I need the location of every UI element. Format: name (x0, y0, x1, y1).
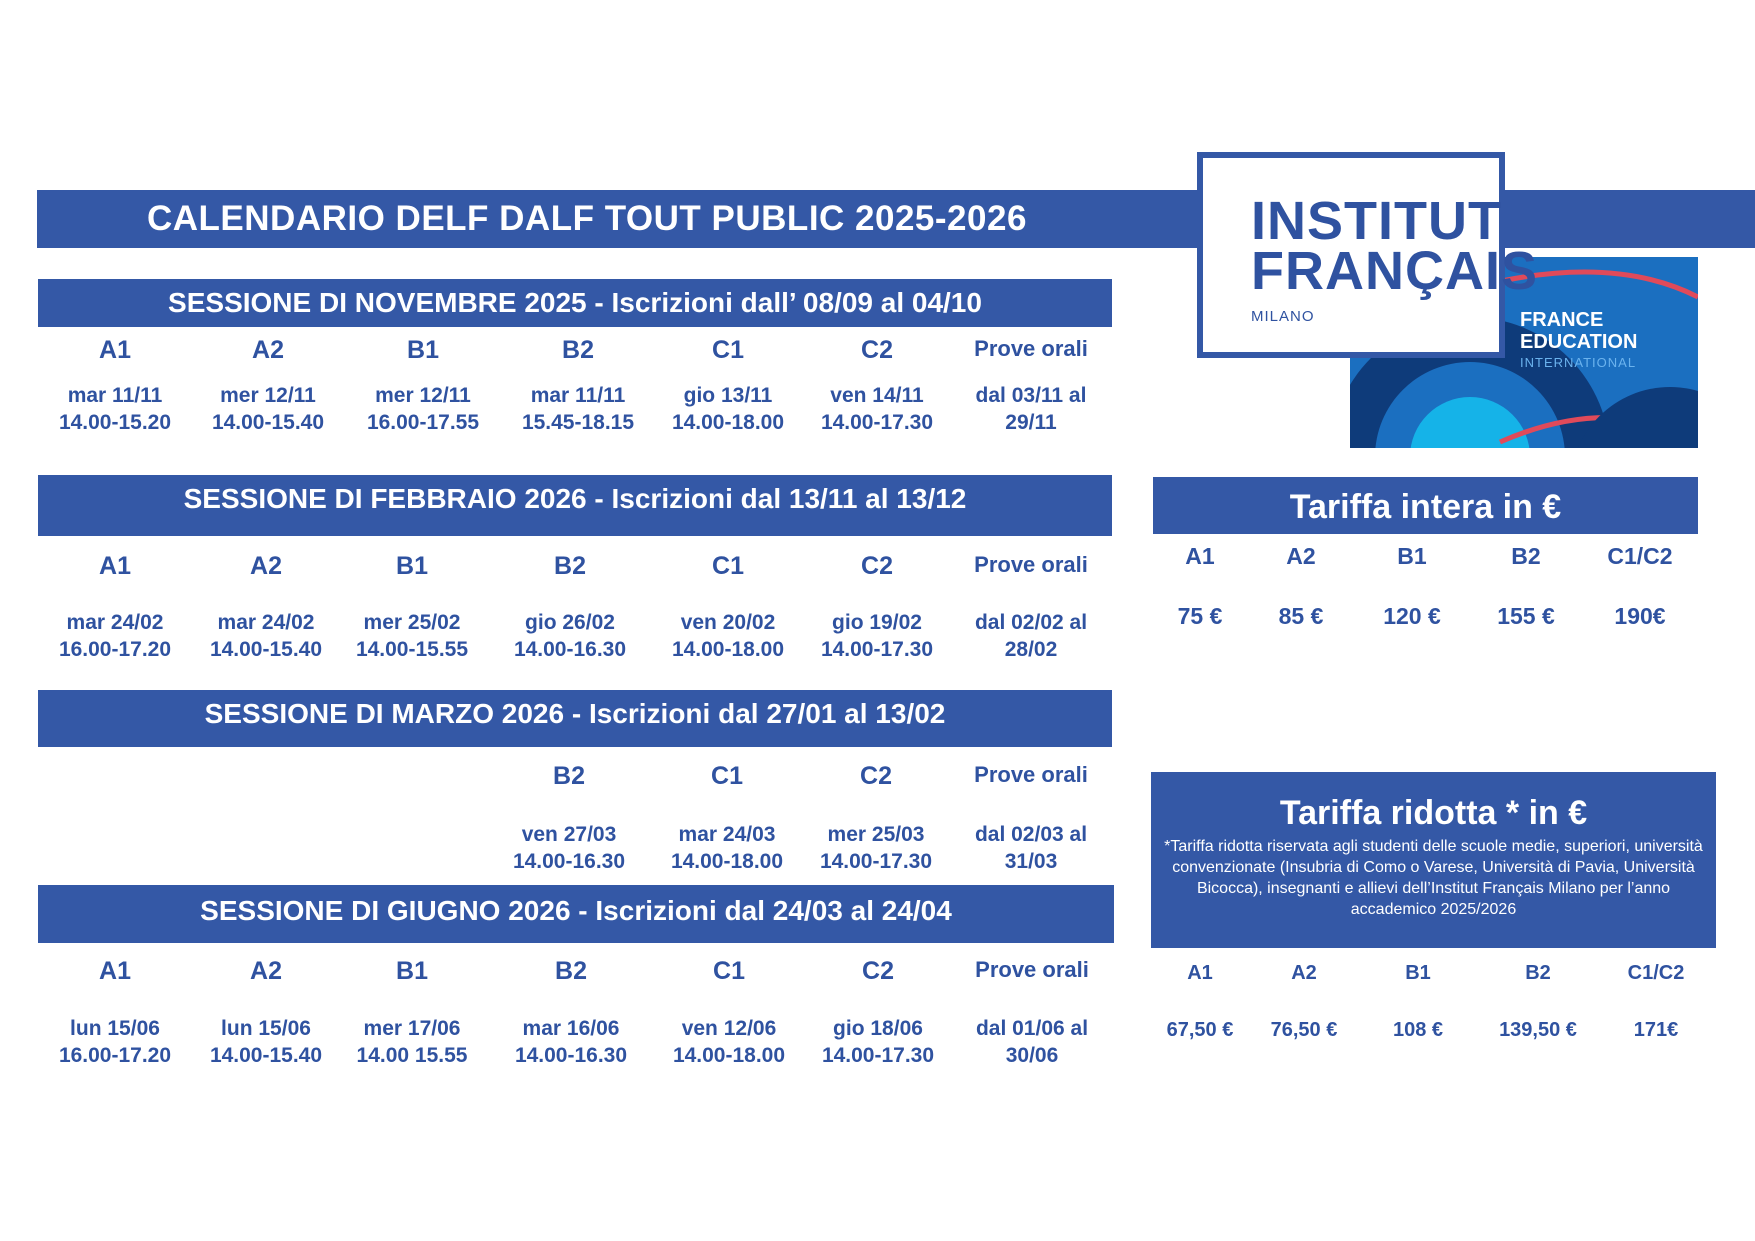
exam-schedule: gio 18/06 14.00-17.30 (821, 1017, 935, 1067)
tariff-price: 155 € (1497, 603, 1555, 629)
tariffa-ridotta-box (1151, 772, 1716, 948)
tariff-level: B1 (1405, 962, 1431, 984)
tariff-level: B2 (1525, 962, 1551, 984)
level-label (952, 957, 1112, 983)
logo-city: MILANO (1251, 308, 1315, 325)
session-giugno (38, 885, 1112, 1075)
level-label (35, 336, 195, 365)
tariff-price: 76,50 € (1270, 1019, 1338, 1041)
exam-schedule: mer 17/06 14.00 15.55 (356, 1017, 468, 1067)
level-label-text: B2 (553, 762, 585, 790)
session-novembre (38, 279, 1112, 439)
level-label-text: B1 (396, 552, 428, 580)
tariff-level: B2 (1511, 543, 1541, 569)
level-label (649, 957, 809, 986)
exam-schedule: mar 24/03 14.00-18.00 (670, 823, 784, 873)
level-label-text: Prove orali (975, 957, 1089, 982)
level-label-text: B1 (396, 957, 428, 985)
level-label (951, 336, 1111, 362)
level-label-text: C1 (713, 957, 745, 985)
tariff-price: 108 € (1392, 1019, 1444, 1041)
exam-schedule: dal 03/11 al 29/11 (975, 384, 1087, 434)
logo-line-1: INSTITUT (1251, 191, 1502, 251)
tariff-level: A2 (1286, 543, 1316, 569)
level-label (489, 762, 649, 791)
tariff-price: 139,50 € (1499, 1019, 1577, 1041)
tariff-price: 190€ (1614, 603, 1666, 629)
session-febbraio (38, 475, 1112, 665)
exam-schedule: ven 12/06 14.00-18.00 (672, 1017, 786, 1067)
level-label (186, 552, 346, 581)
tariffa-intera-heading: Tariffa intera in € (1153, 477, 1698, 534)
exam-schedule: ven 20/02 14.00-18.00 (671, 611, 785, 661)
level-label (951, 762, 1111, 788)
level-label-text: C2 (860, 762, 892, 790)
level-label (188, 336, 348, 365)
level-label-text: A1 (99, 336, 131, 364)
exam-schedule: mar 11/11 15.45-18.15 (521, 384, 635, 434)
level-label-text: C2 (861, 552, 893, 580)
level-label (490, 552, 650, 581)
session-heading: SESSIONE DI FEBBRAIO 2026 - Iscrizioni dal 13/11 al 13/12 (38, 475, 1112, 536)
exam-schedule: lun 15/06 14.00-15.40 (209, 1017, 323, 1067)
exam-schedule: dal 02/02 al 28/02 (974, 611, 1088, 661)
tariff-price: 171€ (1633, 1019, 1679, 1041)
level-label-text: Prove orali (974, 552, 1088, 577)
level-label-text: C2 (862, 957, 894, 985)
level-label-text: Prove orali (974, 762, 1088, 787)
exam-schedule: gio 19/02 14.00-17.30 (820, 611, 934, 661)
level-label (343, 336, 503, 365)
exam-schedule: mar 11/11 14.00-15.20 (58, 384, 172, 434)
level-label (35, 957, 195, 986)
exam-schedule: mar 16/06 14.00-16.30 (514, 1017, 628, 1067)
exam-schedule: lun 15/06 16.00-17.20 (58, 1017, 172, 1067)
level-label-text: C1 (711, 762, 743, 790)
level-label (648, 336, 808, 365)
logo-line-2: FRANÇAIS (1251, 241, 1538, 301)
level-label (647, 762, 807, 791)
fei-name: FRANCE EDUCATION (1520, 309, 1638, 353)
tariff-price: 120 € (1383, 603, 1441, 629)
level-label (498, 336, 658, 365)
exam-schedule: gio 13/11 14.00-18.00 (671, 384, 785, 434)
level-label (332, 957, 492, 986)
fei-subtitle: INTERNATIONAL (1520, 355, 1637, 370)
page-title: CALENDARIO DELF DALF TOUT PUBLIC 2025-2026 (147, 199, 1027, 238)
level-label (332, 552, 492, 581)
tariff-level: C1/C2 (1627, 962, 1685, 984)
session-heading: SESSIONE DI MARZO 2026 - Iscrizioni dal 27/01 al 13/02 (38, 690, 1112, 747)
level-label-text: A2 (252, 336, 284, 364)
level-label-text: A2 (250, 552, 282, 580)
tariff-price: 85 € (1278, 603, 1324, 629)
exam-schedule: ven 27/03 14.00-16.30 (512, 823, 626, 873)
exam-schedule: mer 25/02 14.00-15.55 (355, 611, 469, 661)
exam-schedule: mer 12/11 14.00-15.40 (211, 384, 325, 434)
tariffa-ridotta-note: *Tariffa ridotta riservata agli studenti delle scuole medie, superiori, università convenzionate (Insubria di Como o Varese, Università di Pavia, Università Bicocca), insegnanti e allievi dell’Institut Français Milano per l’anno accademico 2025/2026 (1164, 838, 1703, 918)
tariff-level: A1 (1185, 543, 1215, 569)
level-label-text: A1 (99, 957, 131, 985)
level-label-text: B2 (562, 336, 594, 364)
tariff-level: C1/C2 (1607, 543, 1673, 569)
level-label-text: A2 (250, 957, 282, 985)
level-label-text: C2 (861, 336, 893, 364)
exam-schedule: dal 01/06 al 30/06 (975, 1017, 1089, 1067)
level-label (796, 762, 956, 791)
session-heading: SESSIONE DI GIUGNO 2026 - Iscrizioni dal 24/03 al 24/04 (38, 885, 1114, 943)
level-label (951, 552, 1111, 578)
level-label-text: C1 (712, 336, 744, 364)
level-label (648, 552, 808, 581)
institut-francais-logo (1197, 152, 1538, 358)
level-label-text: C1 (712, 552, 744, 580)
level-label-text: B2 (555, 957, 587, 985)
level-label-text: B2 (554, 552, 586, 580)
exam-schedule: mer 25/03 14.00-17.30 (819, 823, 933, 873)
exam-schedule: mar 24/02 14.00-15.40 (209, 611, 323, 661)
tariff-price: 75 € (1177, 603, 1223, 629)
exam-schedule: gio 26/02 14.00-16.30 (513, 611, 627, 661)
level-label (186, 957, 346, 986)
exam-schedule: mer 12/11 16.00-17.55 (366, 384, 480, 434)
exam-schedule: ven 14/11 14.00-17.30 (820, 384, 934, 434)
tariff-level: A2 (1291, 962, 1317, 984)
level-label-text: A1 (99, 552, 131, 580)
level-label-text: B1 (407, 336, 439, 364)
level-label (798, 957, 958, 986)
level-label (797, 336, 957, 365)
session-marzo (38, 690, 1112, 880)
level-label (797, 552, 957, 581)
level-label-text: Prove orali (974, 336, 1088, 361)
level-label (491, 957, 651, 986)
tariff-level: B1 (1397, 543, 1427, 569)
exam-schedule: mar 24/02 16.00-17.20 (58, 611, 172, 661)
level-label (35, 552, 195, 581)
tariff-price: 67,50 € (1166, 1019, 1234, 1041)
tariff-level: A1 (1187, 962, 1213, 984)
exam-schedule: dal 02/03 al 31/03 (974, 823, 1088, 873)
session-heading: SESSIONE DI NOVEMBRE 2025 - Iscrizioni dall’ 08/09 al 04/10 (38, 279, 1112, 327)
tariffa-ridotta-heading: Tariffa ridotta * in € (1279, 794, 1588, 832)
